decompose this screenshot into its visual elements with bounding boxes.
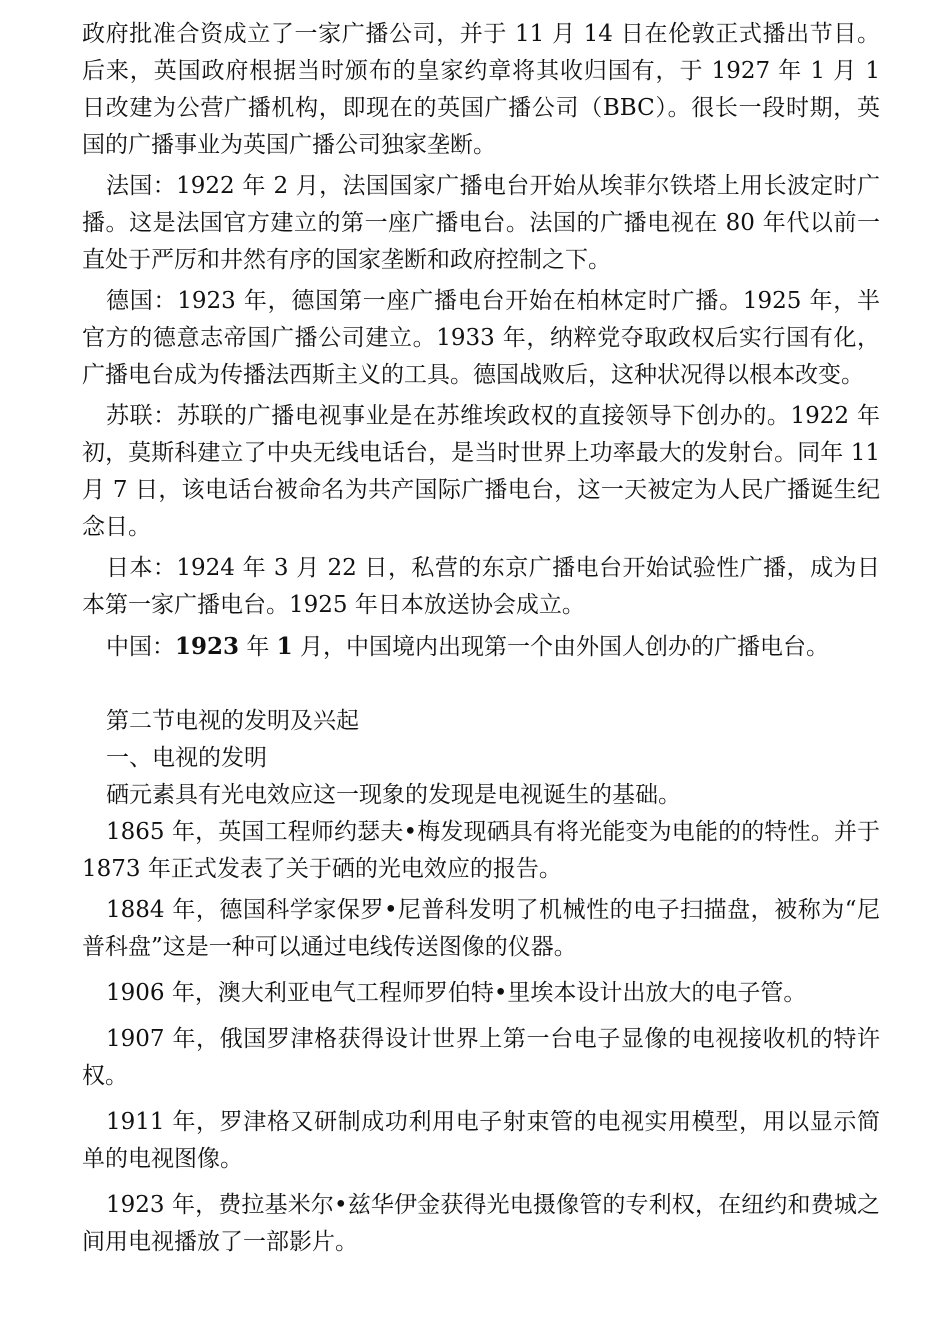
paragraph-1911: 1911 年，罗津格又研制成功利用电子射束管的电视实用模型，用以显示简单的电视图像。 — [82, 1109, 880, 1172]
china-month: 1 — [276, 633, 293, 660]
paragraph-1907: 1907 年，俄国罗津格获得设计世界上第一台电子显像的电视接收机的特许权。 — [82, 1026, 880, 1089]
paragraph-selenium: 硒元素具有光电效应这一现象的发现是电视诞生的基础。 — [106, 782, 681, 808]
china-suffix: 月，中国境内出现第一个由外国人创办的广播电台。 — [292, 634, 829, 660]
paragraph-soviet-union: 苏联：苏联的广播电视事业是在苏维埃政权的直接领导下创办的。1922 年初，莫斯科建立了中央无线电话台，是当时世界上功率最大的发射台。同年 11 月 7 日，该电话台被命名为共产国际广播电台，这一天被定为人民广播诞生纪念日。 — [82, 403, 880, 540]
china-mid: 年 — [239, 634, 277, 660]
paragraph-china — [82, 628, 880, 666]
china-year: 1923 — [175, 633, 240, 660]
paragraph-uk-broadcasting: 政府批准合资成立了一家广播公司，并于 11 月 14 日在伦敦正式播出节目。后来，英国政府根据当时颁布的皇家约章将其收归国有，于 1927 年 1 月 1 日改建为公营广播机构，即现在的英国广播公司（BBC）。很长一段时期，英国的广播事业为英国广播公司独家垄断。 — [82, 21, 880, 158]
paragraph-1923: 1923 年，费拉基米尔•兹华伊金获得光电摄像管的专利权，在纽约和费城之间用电视播放了一部影片。 — [82, 1192, 880, 1255]
section-title: 第二节电视的发明及兴起 — [106, 708, 359, 734]
paragraph-france: 法国：1922 年 2 月，法国国家广播电台开始从埃菲尔铁塔上用长波定时广播。这是法国官方建立的第一座广播电台。法国的广播电视在 80 年代以前一直处于严厉和井然有序的国家垄断和政府控制之下。 — [82, 173, 880, 273]
paragraph-1884: 1884 年，德国科学家保罗•尼普科发明了机械性的电子扫描盘，被称为“尼普科盘”这是一种可以通过电线传送图像的仪器。 — [82, 897, 880, 960]
paragraph-germany: 德国：1923 年，德国第一座广播电台开始在柏林定时广播。1925 年，半官方的德意志帝国广播公司建立。1933 年，纳粹党夺取政权后实行国有化，广播电台成为传播法西斯主义的工具。德国战败后，这种状况得以根本改变。 — [82, 288, 880, 388]
subsection-title: 一、电视的发明 — [106, 745, 267, 771]
paragraph-1906: 1906 年，澳大利亚电气工程师罗伯特•里埃本设计出放大的电子管。 — [106, 980, 807, 1006]
china-prefix: 中国： — [106, 634, 175, 660]
paragraph-japan: 日本：1924 年 3 月 22 日，私营的东京广播电台开始试验性广播，成为日本第一家广播电台。1925 年日本放送协会成立。 — [82, 555, 880, 618]
paragraph-1865: 1865 年，英国工程师约瑟夫•梅发现硒具有将光能变为电能的的特性。并于 1873 年正式发表了关于硒的光电效应的报告。 — [82, 819, 880, 882]
